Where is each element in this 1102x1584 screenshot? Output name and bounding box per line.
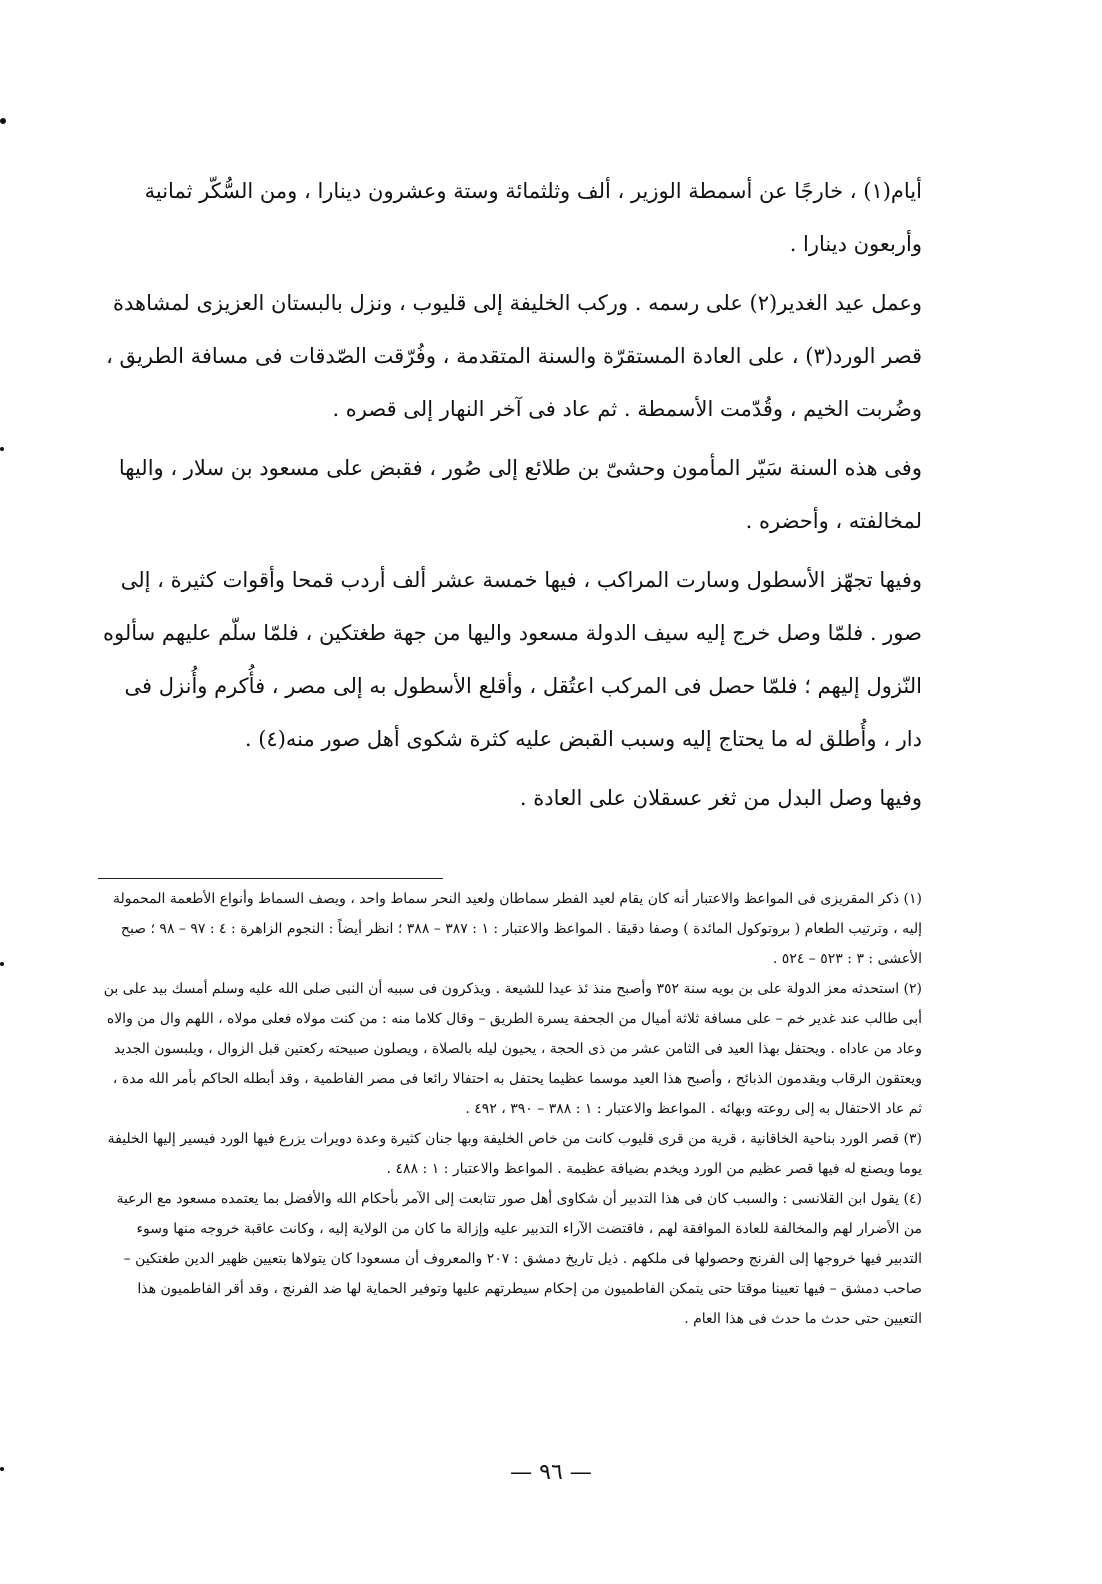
footnote: (٤) يقول ابن القلانسى : والسبب كان فى هذا التدبير أن شكاوى أهل صور تتابعت إلى الآمر بأحكام الله والأفضل بما يعتمده مسعود مع الرعية من الأضرار لهم والمخالفة للعادة الموافقة لهم ، فاقتضت الآراء التدبير عليه وإزالة ما كان من الولاية إليه ، وكانت عاقبة خروجه منها وسوء التدبير فيها خروجها إلى الفرنج وحصولها فى ملكهم . ذيل تاريخ دمشق : ٢٠٧ والمعروف أن مسعودا كان يتولاها بتعيين ظهير الدين طغتكين – صاحب دمشق – فيها تعيينا موقتا حتى يتمكن الفاطميون من إحكام سيطرتهم عليها وتوفير الحماية لها ضد الفرنج ، وقد أقر الفاطميون هذا التعيين حتى حدث ما حدث فى هذا العام . [116, 1191, 922, 1327]
scan-speck [0, 962, 4, 966]
paragraph: وعمل عيد الغدير(٢) على رسمه . وركب الخليفة إلى قليوب ، ونزل بالبستان العزيزى لمشاهدة قصر الورد(٣) ، على العادة المستقرّة والسنة المتقدمة ، وفُرّقت الصّدقات فى مسافة الطريق ، وضُربت الخيم ، وقُدّمت الأسمطة . ثم عاد فى آخر النهار إلى قصره . [106, 291, 922, 421]
page-number: — ٩٦ — [510, 1460, 592, 1485]
paragraph: وفيها وصل البدل من ثغر عسقلان على العادة . [519, 786, 922, 810]
paragraph: أيام(١) ، خارجًا عن أسمطة الوزير ، ألف وثلثمائة وستة وعشرون دينارا ، ومن السُّكّر ثمانية وأربعون دينارا . [144, 179, 922, 256]
scan-speck [0, 118, 6, 124]
footnote: (٢) استحدثه معز الدولة على بن بويه سنة ٣٥٢ وأصبح منذ ئذ عيدا للشيعة . ويذكرون فى سببه أن النبى صلى الله عليه وسلم أمسك بيد على بن أبى طالب عند غدير خم – على مسافة ثلاثة أميال من الجحفة يسرة الطريق – وقال كلاما منه : من كنت مولاه فعلى مولاه ، اللهم وال من والاه وعاد من عاداه . ويحتفل بهذا العيد فى الثامن عشر من ذى الحجة ، يحيون ليله بالصلاة ، ويصلون صبيحته ركعتين قبل الزوال ، ويلبسون الجديد ويعتقون الرقاب ويقدمون الذبائح ، وأصبح هذا العيد موسما عظيما يحتفل به احتفالا رائعا فى مصر الفاطمية ، وقد أبطله الحاكم بأمر الله مدة ، ثم عاد الاحتفال به إلى روعته وبهائه . المواعظ والاعتبار : ١ : ٣٨٨ – ٣٩٠ ، ٤٩٢ . [103, 981, 922, 1117]
scan-speck [0, 447, 4, 451]
paragraph: وفى هذه السنة سَيّر المأمون وحشىّ بن طلائع إلى صُور ، فقبض على مسعود بن سلار ، واليها لمخالفته ، وأحضره . [118, 456, 922, 533]
footnotes [98, 878, 922, 1334]
main-text-body [98, 165, 922, 825]
footnote: (٣) قصر الورد بناحية الخاقانية ، قرية من قرى قليوب كانت من خاص الخليفة وبها جنان كثيرة وعدة دويرات يزرع فيها الورد فيسير إليها الخليفة يوما ويصنع له فيها قصر عظيم من الورد ويخدم بضيافة عظيمة . المواعظ والاعتبار : ١ : ٤٨٨ . [107, 1131, 922, 1177]
footnote: (١) ذكر المقريزى فى المواعظ والاعتبار أنه كان يقام لعيد الفطر سماطان ولعيد النحر سماط واحد ، ويصف السماط وأنواع الأطعمة المحمولة إليه ، وترتيب الطعام ( بروتوكول المائدة ) وصفا دقيقا . المواعظ والاعتبار : ١ : ٣٨٧ – ٣٨٨ ؛ انظر أيضاً : النجوم الزاهرة : ٤ : ٩٧ – ٩٨ ؛ صبح الأعشى : ٣ : ٥٢٣ – ٥٢٤ . [113, 891, 922, 967]
paragraph: وفيها تجهّز الأسطول وسارت المراكب ، فيها خمسة عشر ألف أردب قمحا وأقوات كثيرة ، إلى صور . فلمّا وصل خرج إليه سيف الدولة مسعود واليها من جهة طغتكين ، فلمّا سلّم عليهم سألوه النّزول إليهم ؛ فلمّا حصل فى المركب اعتُقل ، وأقلع الأسطول به إلى مصر ، فأُكرم وأُنزل فى دار ، وأُطلق له ما يحتاج إليه وسبب القبض عليه كثرة شكوى أهل صور منه(٤) . [103, 568, 922, 751]
